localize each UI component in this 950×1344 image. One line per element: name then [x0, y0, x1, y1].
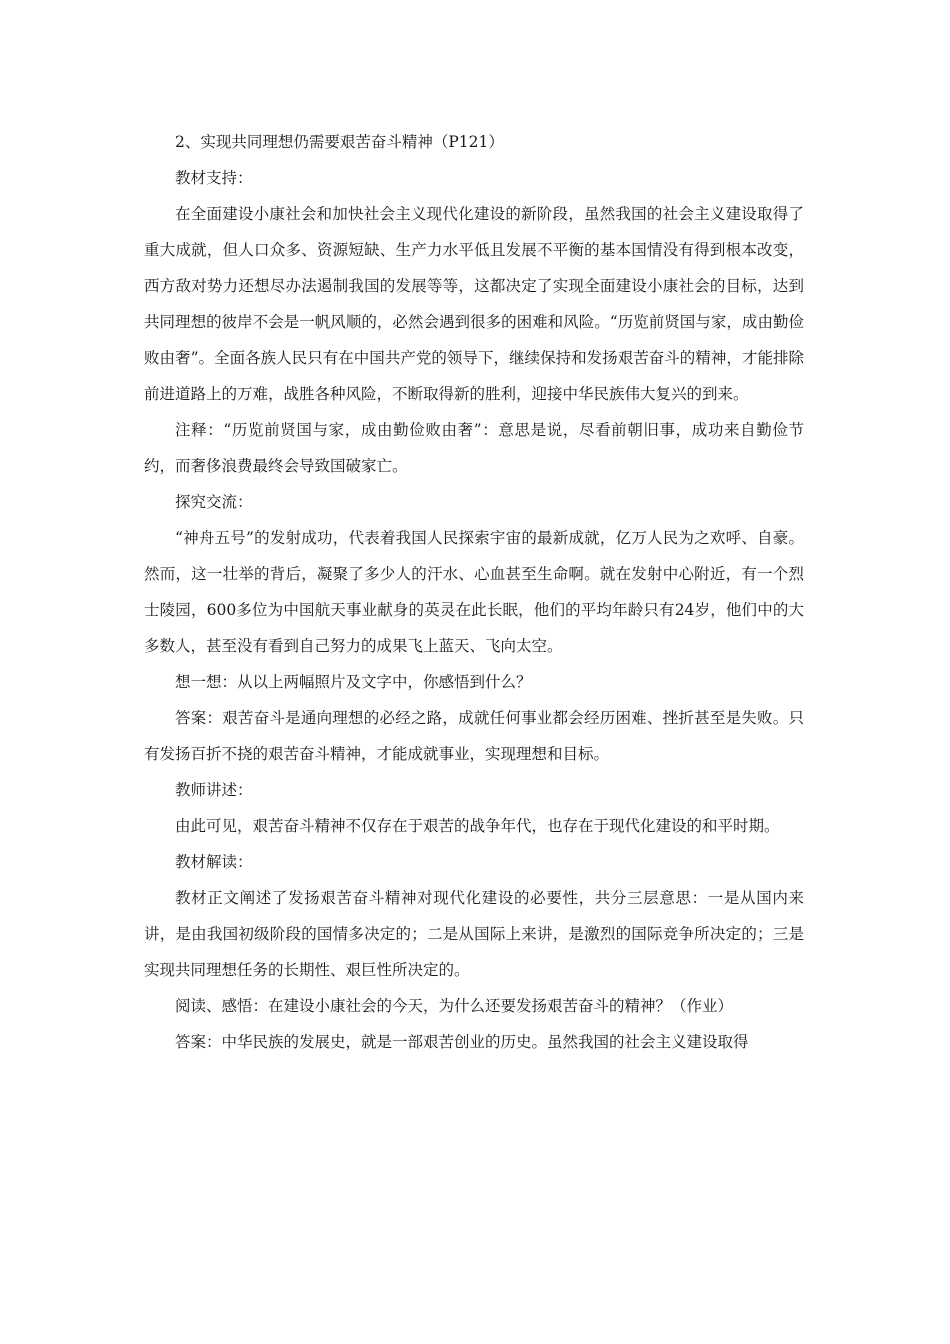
paragraph-answer-2: 答案：中华民族的发展史，就是一部艰苦创业的历史。虽然我国的社会主义建设取得 [175, 1033, 749, 1051]
paragraph-annotation: 注释：“历览前贤国与家，成由勤俭败由奢”：意思是说，尽看前朝旧事，成功来自勤俭节约，而奢侈浪费最终会导致国破家亡。 [144, 421, 804, 475]
label-teacher-narration: 教师讲述： [175, 781, 253, 799]
paragraph-answer-1: 答案：艰苦奋斗是通向理想的必经之路，成就任何事业都会经历困难、挫折甚至是失败。只有发扬百折不挠的艰苦奋斗精神，才能成就事业，实现理想和目标。 [144, 709, 804, 763]
document-body [144, 124, 804, 1060]
label-textbook-interpretation: 教材解读： [175, 853, 253, 871]
paragraph-reading-reflection: 阅读、感悟：在建设小康社会的今天，为什么还要发扬艰苦奋斗的精神？（作业） [175, 997, 734, 1015]
paragraph-shenzhou: “神舟五号”的发射成功，代表着我国人民探索宇宙的最新成就，亿万人民为之欢呼、自豪。然而，这一壮举的背后，凝聚了多少人的汗水、心血甚至生命啊。就在发射中心附近，有一个烈士陵园，600多位为中国航天事业献身的英灵在此长眠，他们的平均年龄只有24岁，他们中的大多数人，甚至没有看到自己努力的成果飞上蓝天、飞向太空。 [144, 529, 804, 655]
paragraph-think-question: 想一想：从以上两幅照片及文字中，你感悟到什么？ [175, 673, 532, 691]
label-explore-discuss: 探究交流： [175, 493, 253, 511]
label-textbook-support: 教材支持： [175, 169, 253, 187]
paragraph-teacher-narration: 由此可见，艰苦奋斗精神不仅存在于艰苦的战争年代，也存在于现代化建设的和平时期。 [175, 817, 780, 835]
paragraph-textbook-support: 在全面建设小康社会和加快社会主义现代化建设的新阶段，虽然我国的社会主义建设取得了重大成就，但人口众多、资源短缺、生产力水平低且发展不平衡的基本国情没有得到根本改变，西方敌对势力还想尽办法遏制我国的发展等等，这都决定了实现全面建设小康社会的目标，达到共同理想的彼岸不会是一帆风顺的，必然会遇到很多的困难和风险。“历览前贤国与家，成由勤俭败由奢”。全面各族人民只有在中国共产党的领导下，继续保持和发扬艰苦奋斗的精神，才能排除前进道路上的万难，战胜各种风险，不断取得新的胜利，迎接中华民族伟大复兴的到来。 [144, 205, 804, 403]
paragraph-textbook-interpretation: 教材正文阐述了发扬艰苦奋斗精神对现代化建设的必要性，共分三层意思：一是从国内来讲，是由我国初级阶段的国情多决定的；二是从国际上来讲，是激烈的国际竞争所决定的；三是实现共同理想任务的长期性、艰巨性所决定的。 [144, 889, 804, 979]
section-heading: 2、实现共同理想仍需要艰苦奋斗精神（P121） [175, 133, 504, 151]
